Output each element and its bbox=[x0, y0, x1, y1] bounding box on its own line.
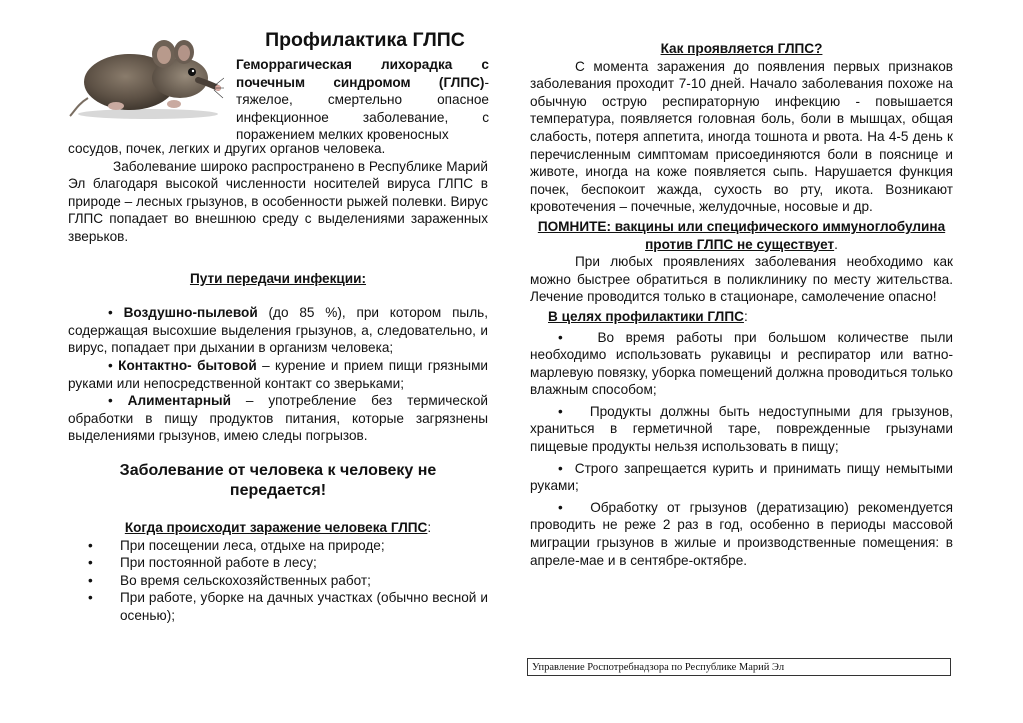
disease-name: Геморрагическая лихорадка с почечным синдромом (ГЛПС) bbox=[236, 57, 489, 90]
transmission-item-text: – употребление без термической обработки в пищу продуктов питания, которые загрязнены выделениями грызунов, имею следы погрызов. bbox=[68, 393, 488, 444]
not-person-to-person-heading: Заболевание от человека к человеку не передается! bbox=[119, 461, 437, 499]
when-item: • При посещении леса, отдыхе на природе; bbox=[88, 537, 385, 553]
intro-section bbox=[68, 140, 488, 624]
bullet: • bbox=[108, 393, 113, 409]
when-heading: Когда происходит заражение человека ГЛПС: bbox=[124, 519, 432, 535]
transmission-item-title: Алиментарный bbox=[127, 393, 231, 409]
prevention-item: • Строго запрещается курить и принимать пищу немытыми руками; bbox=[530, 460, 953, 494]
right-column bbox=[530, 40, 953, 569]
when-list bbox=[68, 537, 488, 625]
intro-line: сосудов, почек, легких и других органов человека. bbox=[68, 141, 386, 156]
transmission-item-text: – курение и прием пищи грязными руками или непосредственной контакт со зверьками; bbox=[68, 357, 489, 391]
bullet: • bbox=[108, 357, 113, 373]
mouse-image bbox=[68, 20, 224, 120]
transmission-item-title: Контактно- бытовой bbox=[118, 357, 257, 373]
transmission-list bbox=[68, 304, 488, 445]
treatment-paragraph: При любых проявлениях заболевания необходимо как можно быстрее обратиться в поликлинику по месту жительства. Лечение проводится только в стационаре, самолечение опасно! bbox=[530, 254, 953, 305]
prevention-heading: В целях профилактики ГЛПС: bbox=[548, 308, 748, 324]
intro-paragraph-2: Заболевание широко распространено в Республике Марий Эл благодаря высокой численности носителей вируса ГЛПС в природе – лесных грызунов, в особенности рыжей полевки. Вирус ГЛПС попадает во внешнюю среду с выделениями зараженных зверьков. bbox=[68, 158, 488, 244]
intro-text: - тяжелое, смертельно опасное инфекционное заболевание, с поражением мелких кровеносных bbox=[236, 74, 489, 143]
prevention-item: • Во время работы при большом количестве пыли необходимо использовать рукавицы и респиратор или ватно-марлевую повязку, уборка помещений должна проводиться только влажным способом; bbox=[530, 329, 953, 398]
transmission-item bbox=[68, 304, 488, 357]
transmission-heading: Пути передачи инфекции: bbox=[189, 270, 367, 286]
prevention-list bbox=[530, 329, 953, 570]
intro-paragraph-top bbox=[236, 56, 489, 144]
how-paragraph: С момента заражения до появления первых признаков заболевания проходит 7-10 дней. Начало заболевания похоже на обычную острую респираторную инфекцию - повышается температура, появляется головная боль, боли в мышцах, общая слабость, потеря аппетита, иногда тошнота и рвота. На 4-5 день к перечисленным симптомам присоединяются боли в пояснице и животе, иногда на коже появляется сыпь. Нарушается функция почек, беспокоит жажда, сухость во рту, икота. Возникают кровотечения – почечные, желудочные, носовые и др. bbox=[530, 58, 953, 215]
when-item: • При работе, уборке на дачных участках (обычно весной и осенью); bbox=[88, 590, 488, 623]
bullet: • bbox=[108, 305, 113, 321]
page-title: Профилактика ГЛПС bbox=[265, 29, 465, 51]
remember-notice: ПОМНИТЕ: вакцины или специфического иммуноглобулина против ГЛПС не существует. bbox=[537, 218, 946, 252]
when-item: • Во время сельскохозяйственных работ; bbox=[88, 572, 371, 588]
footer-organization: Управление Роспотребнадзора по Республике Марий Эл bbox=[527, 658, 951, 676]
prevention-item: • Обработку от грызунов (дератизацию) рекомендуется проводить не реже 2 раз в год, особенно в периоды массовой миграции грызунов в жилые и производственные помещения: в апреле-мае и в сентябре-октябре. bbox=[530, 499, 953, 568]
transmission-item bbox=[68, 392, 488, 445]
prevention-item: • Продукты должны быть недоступными для грызунов, храниться в герметичной таре, поврежденные грызунами пищевые продукты нельзя использовать в пищу; bbox=[530, 403, 953, 455]
how-heading: Как проявляется ГЛПС? bbox=[660, 41, 823, 56]
when-item: • При постоянной работе в лесу; bbox=[88, 555, 317, 571]
transmission-item-title: Воздушно-пылевой bbox=[123, 305, 258, 321]
transmission-item-text: (до 85 %), при котором пыль, содержащая высохшие выделения грызунов, а, следовательно, и вирус, попадает при дыхании в организм человека; bbox=[68, 305, 488, 356]
transmission-item bbox=[68, 357, 488, 392]
